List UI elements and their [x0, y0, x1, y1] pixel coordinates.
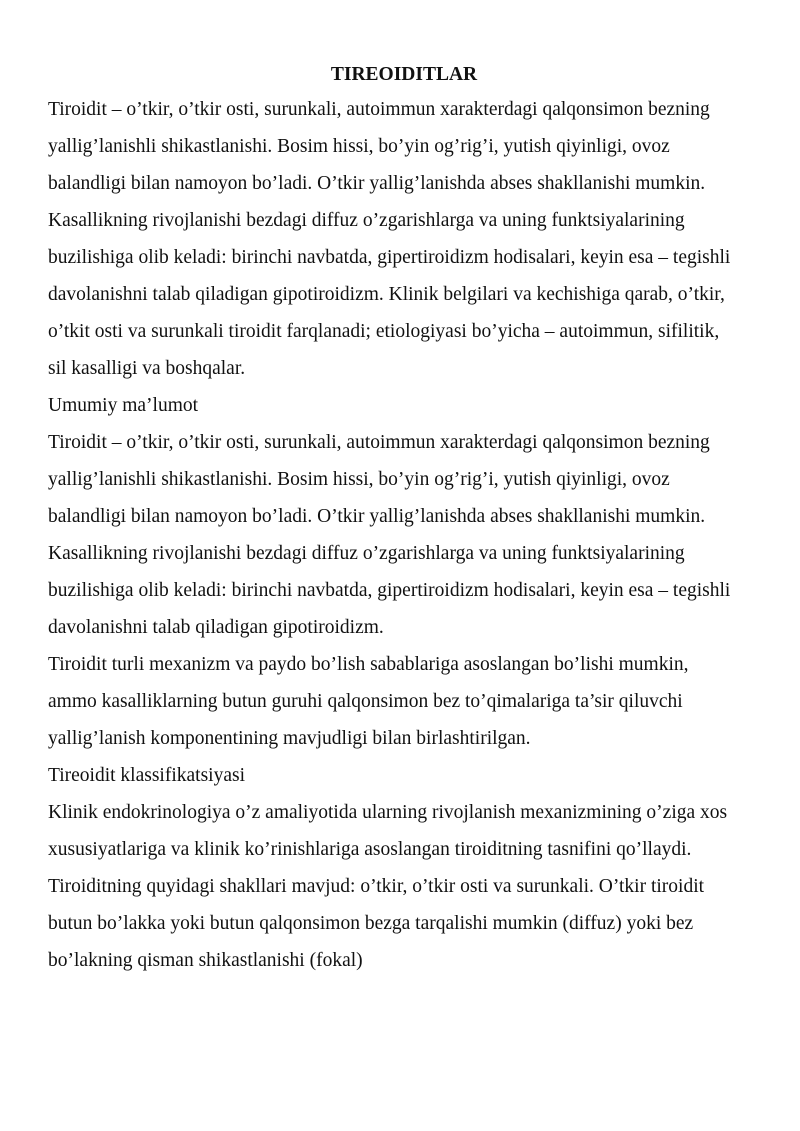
section-heading-general-info: Umumiy ma’lumot: [48, 395, 199, 416]
classification-paragraph: Klinik endokrinologiya o’z amaliyotida ularning rivojlanish mexanizmining o’ziga xos xususiyatlariga va klinik ko’rinishlariga asoslangan tiroiditning tasnifini qo’llaydi. Tiroiditning quyidagi shakllari mavjud: o’tkir, o’tkir osti va surunkali. O’tkir tiroidit butun bo’lakka yoki butun qalqonsimon bezga tarqalishi mumkin (diffuz) yoki bez bo’lakning qisman shikastlanishi (fokal): [48, 802, 728, 971]
intro-paragraph: Tiroidit – o’tkir, o’tkir osti, surunkali, autoimmun xarakterdagi qalqonsimon bezning yallig’lanishli shikastlanishi. Bosim hissi, bo’yin og’rig’i, yutish qiyinligi, ovoz balandligi bilan namoyon bo’ladi. O’tkir yallig’lanishda abses shakllanishi mumkin. Kasallikning rivojlanishi bezdagi diffuz o’zgarishlarga va uning funktsiyalarining buzilishiga olib keladi: birinchi navbatda, gipertiroidizm hodisalari, keyin esa – tegishli davolanishni talab qiladigan gipotiroidizm. Klinik belgilari va kechishiga qarab, o’tkir, o’tkit osti va surunkali tiroidit farqlanadi; etiologiyasi bo’yicha – autoimmun, sifilitik, sil kasalligi va boshqalar.: [48, 99, 731, 379]
document-title: TIREOIDITLAR: [330, 64, 478, 85]
section-heading-classification: Tireoidit klassifikatsiyasi: [48, 765, 245, 786]
mechanism-paragraph: Tiroidit turli mexanizm va paydo bo’lish sabablariga asoslangan bo’lishi mumkin, ammo kasalliklarning butun guruhi qalqonsimon bez to’qimalariga ta’sir qiluvchi yallig’lanish komponentining mavjudligi bilan birlashtirilgan.: [48, 654, 689, 749]
general-info-paragraph: Tiroidit – o’tkir, o’tkir osti, surunkali, autoimmun xarakterdagi qalqonsimon bezning yallig’lanishli shikastlanishi. Bosim hissi, bo’yin og’rig’i, yutish qiyinligi, ovoz balandligi bilan namoyon bo’ladi. O’tkir yallig’lanishda abses shakllanishi mumkin. Kasallikning rivojlanishi bezdagi diffuz o’zgarishlarga va uning funktsiyalarining buzilishiga olib keladi: birinchi navbatda, gipertiroidizm hodisalari, keyin esa – tegishli davolanishni talab qiladigan gipotiroidizm.: [48, 432, 731, 638]
